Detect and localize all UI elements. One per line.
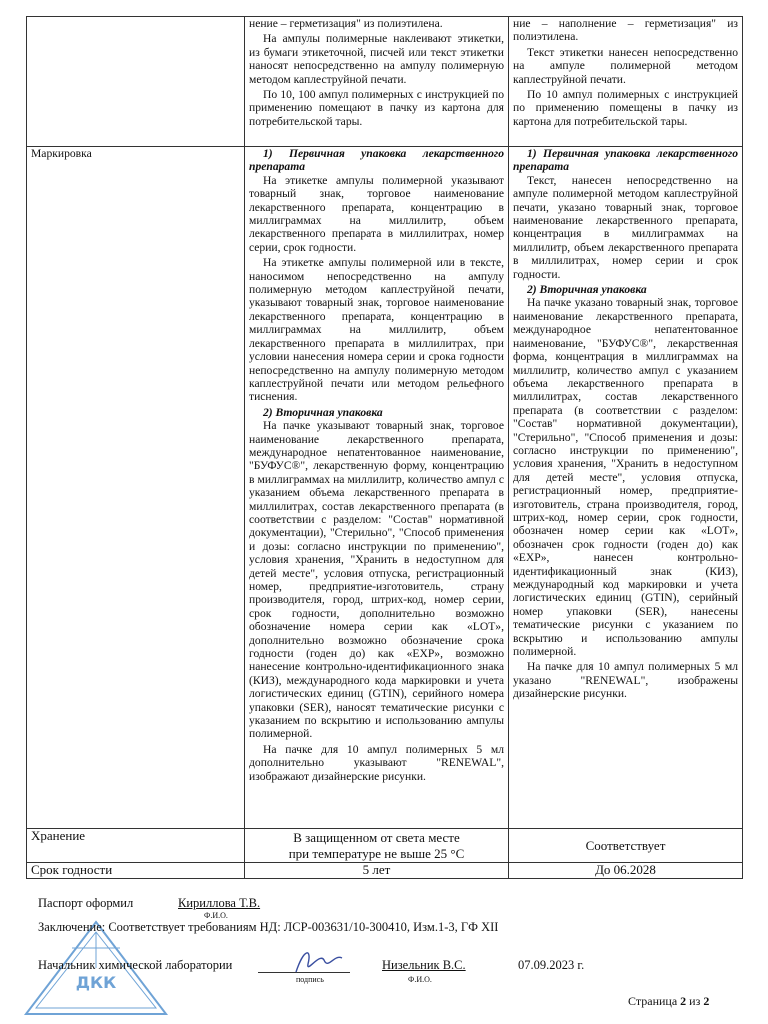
paragraph: По 10, 100 ампул полимерных с инструкцией по применению помещают в пачку из картона для потребительской тары.	[249, 88, 504, 128]
passport-name: Кириллова Т.В.	[178, 896, 261, 910]
paragraph: На этикетке ампулы полимерной указывают товарный знак, торговое наименование лекарственного препарата, концентрацию в миллиграммах на миллилитр, объем лекарственного препарата в миллилитрах, номер серии, срок годности.	[249, 173, 504, 254]
cell-requirement	[245, 17, 509, 147]
fio-caption: Ф.И.О.	[408, 975, 432, 984]
subheading: 1) Первичная упаковка лекарственного препарата	[513, 147, 738, 174]
page-total: 2	[703, 994, 710, 1008]
cell-result: До 06.2028	[509, 863, 743, 879]
specification-table	[26, 16, 743, 879]
conclusion-text: Заключение: Соответствует требованиям НД: ЛСР-003631/10-300410, Изм.1-3, ГФ XII	[38, 920, 499, 934]
paragraph: нение – герметизация" из полиэтилена.	[249, 17, 443, 30]
requirement-line: при температуре не выше 25 °С	[288, 845, 465, 861]
row-label: Срок годности	[27, 863, 245, 879]
subheading: 1) Первичная упаковка лекарственного препарата	[249, 147, 504, 174]
cell-empty	[27, 17, 245, 147]
table-row-marking	[27, 147, 743, 829]
paragraph: ние – наполнение – герметизация" из полиэтилена.	[513, 17, 738, 44]
row-label: Хранение	[27, 829, 245, 863]
head-name: Низельник В.С.	[382, 958, 466, 972]
paragraph: На этикетке ампулы полимерной или в тексте, наносимом непосредственно на ампулу полимерную методом каплеструйной печати, указывают товарный знак, торговое наименование лекарственного препарата, концентрацию в миллиграммах на миллилитр, объем лекарственного препарата в миллилитрах, при условии нанесения номера серии и срока годности непосредственно на ампулу полимерную методом каплеструйной печати или методом рельефного тиснения.	[249, 256, 504, 404]
subheading: 2) Вторичная упаковка	[263, 405, 383, 419]
head-label: Начальник химической лаборатории	[38, 958, 233, 972]
paragraph: На пачке указано товарный знак, торговое наименование лекарственного препарата, международное непатентованное наименование, "БУФУС®", лекарственная форма, концентрация в миллиграммах на миллилитр, количество ампул с указанием объема лекарственного препарата в миллилитрах, состав лекарственного препарата (в соответствии с разделом: "Состав" нормативной документации), "Стерильно", "Способ применения и дозы: согласно инструкции по применению", условия хранения, "Хранить в недоступном для детей месте", условия отпуска, регистрационный номер, предприятие-изготовитель, страна производителя, город, штрих-код, номер серии, срок годности, обозначен номер серии как «LOT», обозначен срок годности (годен до) как «EXP», нанесен контрольно-идентификационный знак (КИЗ), международный код маркировки и учета логистических единиц (GTIN), серийный номер упаковки (SER), нанесены тематические рисунки с указанием по вскрытию и использованию ампулы полимерной.	[513, 296, 738, 659]
passport-label: Паспорт оформил	[38, 896, 134, 910]
paragraph: На пачке для 10 ампул полимерных 5 мл указано "RENEWAL", изображены дизайнерские рисунки.	[513, 660, 738, 701]
paragraph: На пачке для 10 ампул полимерных 5 мл дополнительно указывают "RENEWAL", изображают дизайнерские рисунки.	[249, 742, 504, 783]
table-row-packaging	[27, 17, 743, 147]
table-row-storage	[27, 829, 743, 863]
paragraph: Текст этикетки нанесен непосредственно на ампуле полимерной методом каплеструйной печати.	[513, 45, 738, 86]
paragraph: По 10 ампул полимерных с инструкцией по применению помещены в пачку из картона для потребительской тары.	[513, 88, 738, 128]
paragraph: Текст, нанесен непосредственно на ампуле полимерной методом каплеструйной печати, указано товарный знак, торговое наименование лекарственного препарата, концентрация в миллиграммах на миллилитр, объем лекарственного препарата в миллилитрах, номер серии и срок годности.	[513, 173, 738, 281]
cell-result	[509, 17, 743, 147]
signature-caption: подпись	[296, 975, 324, 984]
page-current: 2	[680, 994, 687, 1008]
paragraph: На пачке указывают товарный знак, торговое наименование лекарственного препарата, международное непатентованное наименование, "БУФУС®", лекарственную форму, концентрацию в миллиграммах на миллилитр, количество ампул с указанием объема лекарственного препарата в миллилитрах, состав лекарственного препарата (в соответствии с разделом: "Состав" нормативной документации), "Стерильно", "Способ применения и дозы: согласно инструкции по применению", условия хранения, "Хранить в недоступном для детей месте", условия отпуска, регистрационный номер, предприятие-изготовитель, страну производителя, город, штрих-код, номер серии, срок годности, дополнительно возможно обозначение номера серии как «LOT», дополнительно возможно обозначение срока годности (годен до) как «EXP», возможно нанесение контрольно-идентификационного знака (КИЗ), международного кода маркировки и учета логистических единиц (GTIN), серийного номера упаковки (SER), наносят тематические рисунки с указанием по вскрытию и использованию ампулы полимерной.	[249, 419, 504, 741]
cell-requirement	[245, 829, 509, 863]
subheading: 2) Вторичная упаковка	[527, 283, 647, 297]
page-prefix: Страница	[628, 994, 678, 1008]
page-of: из	[689, 994, 701, 1008]
cell-result: Соответствует	[509, 829, 743, 863]
cell-requirement	[245, 147, 509, 829]
signing-date: 07.09.2023 г.	[518, 958, 585, 972]
requirement-line: В защищенном от света месте	[293, 829, 460, 845]
paragraph: На ампулы полимерные наклеивают этикетки, из бумаги этикеточной, писчей или текст этикетки наносят непосредственно на ампулу полимерную методом каплеструйной печати.	[249, 32, 504, 86]
cell-requirement: 5 лет	[245, 863, 509, 879]
stamp-text: ДКК	[75, 973, 117, 992]
row-label: Маркировка	[27, 147, 245, 829]
fio-caption: Ф.И.О.	[204, 911, 228, 920]
table-row-shelf-life	[27, 863, 743, 879]
cell-result	[509, 147, 743, 829]
page-number	[628, 994, 709, 1009]
